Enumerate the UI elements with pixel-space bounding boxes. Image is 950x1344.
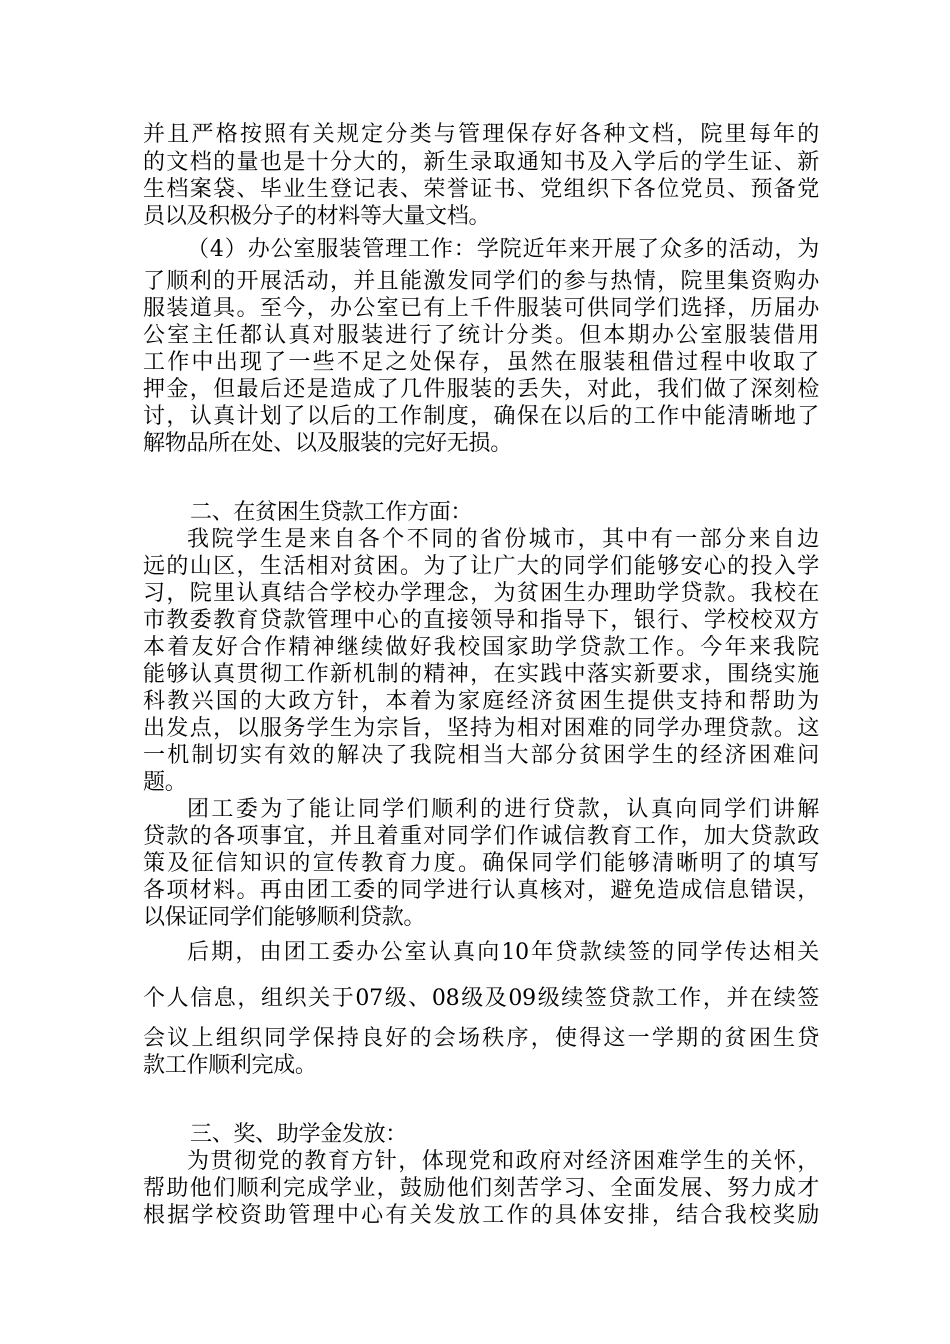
text-line: 款工作顺利完成。 <box>143 1053 317 1078</box>
section-heading: 二、在贫困生贷款工作方面： <box>190 500 473 525</box>
text-line: 本着友好合作精神继续做好我校国家助学贷款工作。今年来我院 <box>143 635 819 660</box>
text-line: 了顺利的开展活动，并且能激发同学们的参与热情，院里集资购办 <box>143 269 819 294</box>
text-line: 生档案袋、毕业生登记表、荣誉证书、党组织下各位党员、预备党 <box>143 177 819 202</box>
text-line: 的文档的量也是十分大的，新生录取通知书及入学后的学生证、新 <box>143 150 819 175</box>
text-line: 习，院里认真结合学校办学理念，为贫困生办理助学贷款。我校在 <box>143 581 819 606</box>
text-line: 远的山区，生活相对贫困。为了让广大的同学们能够安心的投入学 <box>143 554 819 579</box>
text-line: 各项材料。再由团工委的同学进行认真核对，避免造成信息错误， <box>143 878 819 903</box>
text-line: 个人信息，组织关于07级、08级及09级续签贷款工作，并在续签 <box>143 986 819 1011</box>
paragraph-heading-line: （4）办公室服装管理工作：学院近年来开展了众多的活动，为 <box>187 237 819 262</box>
text-line: 工作中出现了一些不足之处保存，虽然在服装租借过程中收取了 <box>143 350 819 375</box>
text-line: 并且严格按照有关规定分类与管理保存好各种文档，院里每年的 <box>143 122 819 147</box>
text-line: 解物品所在处、以及服装的完好无损。 <box>143 431 512 456</box>
text-line: 后期，由团工委办公室认真向10年贷款续签的同学传达相关 <box>187 940 819 965</box>
text-line: 押金，但最后还是造成了几件服装的丢失，对此，我们做了深刻检 <box>143 377 819 402</box>
text-line: 公室主任都认真对服装进行了统计分类。但本期办公室服装借用 <box>143 323 819 348</box>
text-line: 我院学生是来自各个不同的省份城市，其中有一部分来自边 <box>187 527 819 552</box>
text-line: 策及征信知识的宣传教育力度。确保同学们能够清晰明了的填写 <box>143 851 819 876</box>
text-line: 会议上组织同学保持良好的会场秩序，使得这一学期的贫困生贷 <box>143 1026 819 1051</box>
text-line: 题。 <box>143 770 187 795</box>
text-line: 帮助他们顺利完成学业，鼓励他们刻苦学习、全面发展、努力成才 <box>143 1176 819 1201</box>
text-line: 贷款的各项事宜，并且着重对同学们作诚信教育工作，加大贷款政 <box>143 824 819 849</box>
section-heading: 三、奖、助学金发放： <box>190 1122 408 1147</box>
text-line: 一机制切实有效的解决了我院相当大部分贫困学生的经济困难问 <box>143 743 819 768</box>
text-line: 出发点，以服务学生为宗旨，坚持为相对困难的同学办理贷款。这 <box>143 716 819 741</box>
text-line: 团工委为了能让同学们顺利的进行贷款，认真向同学们讲解 <box>187 797 819 822</box>
text-line: 能够认真贯彻工作新机制的精神，在实践中落实新要求，围绕实施 <box>143 662 819 687</box>
text-line: 以保证同学们能够顺利贷款。 <box>143 905 426 930</box>
text-line: 为贯彻党的教育方针，体现党和政府对经济困难学生的关怀， <box>187 1149 819 1174</box>
text-line: 根据学校资助管理中心有关发放工作的具体安排，结合我校奖励 <box>143 1203 819 1228</box>
text-line: 讨，认真计划了以后的工作制度，确保在以后的工作中能清晰地了 <box>143 404 819 429</box>
text-line: 科教兴国的大政方针，本着为家庭经济贫困生提供支持和帮助为 <box>143 689 819 714</box>
text-line: 员以及积极分子的材料等大量文档。 <box>143 204 491 229</box>
text-line: 服装道具。至今，办公室已有上千件服装可供同学们选择，历届办 <box>143 296 819 321</box>
text-line: 市教委教育贷款管理中心的直接领导和指导下，银行、学校校双方 <box>143 608 819 633</box>
